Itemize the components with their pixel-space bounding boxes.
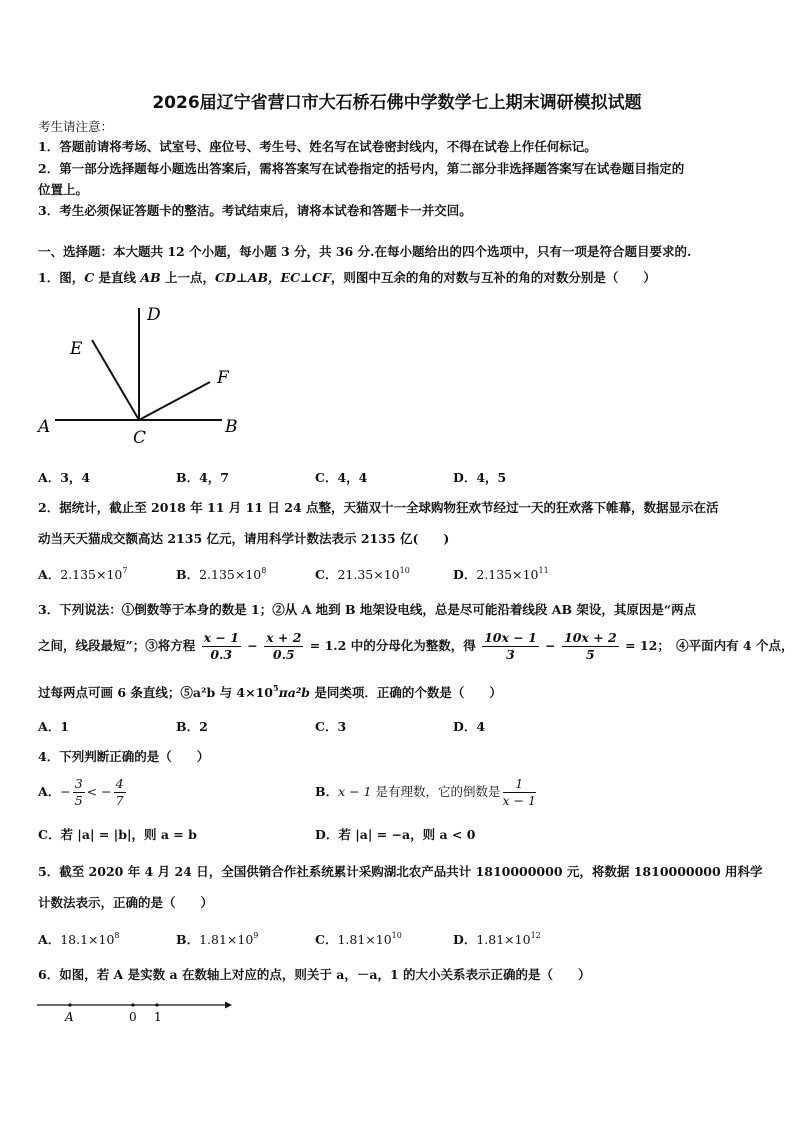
q4-stem: 4．下列判断正确的是（ ）	[38, 749, 210, 764]
axis-arrow-icon	[225, 1002, 232, 1009]
point-zero	[131, 1003, 134, 1006]
label-E: E	[70, 339, 83, 359]
q4-options-row1	[38, 772, 760, 812]
q3-stem-line3: 过每两点可画 6 条直线；⑤a²b 与 $4\times 10^5\pi a^2b$ 是同类项．正确的个数是（ ）	[38, 683, 502, 700]
label-A: A	[38, 417, 51, 437]
q3-option-a[interactable]: A．1	[38, 719, 69, 734]
label-F: F	[217, 368, 229, 388]
q3-option-c[interactable]: C．3	[315, 719, 347, 734]
label-B: B	[225, 417, 238, 437]
q4-option-d[interactable]: D．若 |a| = −a，则 a < 0	[315, 827, 476, 842]
q5-options	[38, 930, 760, 952]
q3-option-b[interactable]: B．2	[176, 719, 208, 734]
q4-option-b[interactable]: B．x − 1 是有理数，它的倒数是 $\frac{1}{x - 1}$	[315, 776, 536, 808]
axis-label-one: 1	[154, 1010, 162, 1024]
q2-option-c[interactable]: C．$21.35\times 10^{10}$	[315, 566, 410, 582]
q2-options	[38, 565, 760, 587]
q1-angle-figure	[30, 300, 260, 450]
q1-option-d[interactable]: D．4，5	[453, 470, 507, 485]
q2-option-a[interactable]: A．$2.135\times 10^7$	[38, 566, 128, 582]
point-one	[155, 1003, 158, 1006]
notice-item-1: 1．答题前请将考场、试室号、座位号、考生号、姓名写在试卷密封线内，不得在试卷上作任何标记。	[38, 139, 597, 154]
q6-number-line	[35, 993, 235, 1027]
q5-option-a[interactable]: A．$18.1\times 10^8$	[38, 931, 120, 947]
q2-stem-line1: 2．据统计，截止至 2018 年 11 月 11 日 24 点整，天猫双十一全球购物狂欢节经过一天的狂欢落下帷幕，数据显示在活	[38, 500, 719, 515]
notice-header: 考生请注意：	[38, 119, 114, 134]
q1-option-a[interactable]: A．3，4	[38, 470, 91, 485]
q5-stem-line2: 计数法表示，正确的是（ ）	[38, 895, 214, 910]
q2-option-b[interactable]: B．$2.135\times 10^8$	[176, 566, 267, 582]
q2-option-d[interactable]: D．$2.135\times 10^{11}$	[453, 566, 549, 582]
q3-stem-line2: 之间，线段最短”；③将方程 $\frac{x - 1}{0.3}$ − $\frac{x + 2}{0.5}$ = 1.2 中的分母化为整数，得 $\frac{10x - 1}{3}$ − $\frac{10x + 2}{5}$ = 12； ④平面内有 4 个点，	[38, 630, 794, 662]
q3-option-d[interactable]: D．4	[453, 719, 486, 734]
notice-item-3: 3．考生必须保证答题卡的整洁。考试结束后，请将本试卷和答题卡一并交回。	[38, 203, 472, 218]
fraction-1: $\frac{x - 1}{0.3}$	[203, 630, 239, 662]
fraction-3: $\frac{10x - 1}{3}$	[484, 630, 537, 662]
page-title: 2026届辽宁省营口市大石桥石佛中学数学七上期末调研模拟试题	[152, 93, 642, 113]
label-C: C	[133, 428, 147, 448]
q5-option-b[interactable]: B．$1.81\times 10^9$	[176, 931, 259, 947]
q1-options	[38, 468, 760, 490]
q6-stem: 6．如图，若 A 是实数 a 在数轴上对应的点，则关于 a，－a，1 的大小关系表示正确的是（ ）	[38, 967, 591, 982]
point-A	[68, 1003, 71, 1006]
ray-CF	[139, 382, 210, 420]
notice-item-2-cont: 位置上。	[38, 182, 89, 197]
fraction-2: $\frac{x + 2}{0.5}$	[266, 630, 302, 662]
q1-option-c[interactable]: C．4，4	[315, 470, 368, 485]
q5-stem-line1: 5．截至 2020 年 4 月 24 日，全国供销合作社系统累计采购湖北农产品共计 1810000000 元，将数据 1810000000 用科学	[38, 864, 763, 879]
q1-option-b[interactable]: B．4，7	[176, 470, 229, 485]
section-heading: 一、选择题：本大题共 12 个小题，每小题 3 分，共 36 分.在每小题给出的四个选项中，只有一项是符合题目要求的.	[38, 244, 692, 259]
fraction-4: $\frac{10x + 2}{5}$	[564, 630, 617, 662]
ray-CE	[92, 340, 139, 420]
q4-option-a[interactable]: A．− $\frac{3}{5}$ < − $\frac{4}{7}$	[38, 776, 124, 808]
notice-item-2: 2．第一部分选择题每小题选出答案后，需将答案写在试卷指定的括号内，第二部分非选择题答案写在试卷题目指定的	[38, 161, 685, 176]
q3-stem-line1: 3．下列说法：①倒数等于本身的数是 1；②从 A 地到 B 地架设电线，总是尽可能沿着线段 AB 架设，其原因是“两点	[38, 602, 697, 617]
q5-option-d[interactable]: D．$1.81\times 10^{12}$	[453, 931, 541, 947]
label-D: D	[147, 305, 161, 325]
q3-options	[38, 717, 760, 739]
axis-label-A: A	[65, 1010, 74, 1024]
q1-stem: 1．图，C 是直线 AB 上一点，CD⊥AB，EC⊥CF，则图中互余的角的对数与互补的角的对数分别是（ ）	[38, 270, 656, 285]
q2-stem-line2: 动当天天猫成交额高达 2135 亿元，请用科学计数法表示 2135 亿( )	[38, 531, 450, 546]
q4-option-c[interactable]: C．若 |a| = |b|，则 a = b	[38, 827, 197, 842]
axis-label-zero: 0	[129, 1010, 137, 1024]
q5-option-c[interactable]: C．$1.81\times 10^{10}$	[315, 931, 402, 947]
